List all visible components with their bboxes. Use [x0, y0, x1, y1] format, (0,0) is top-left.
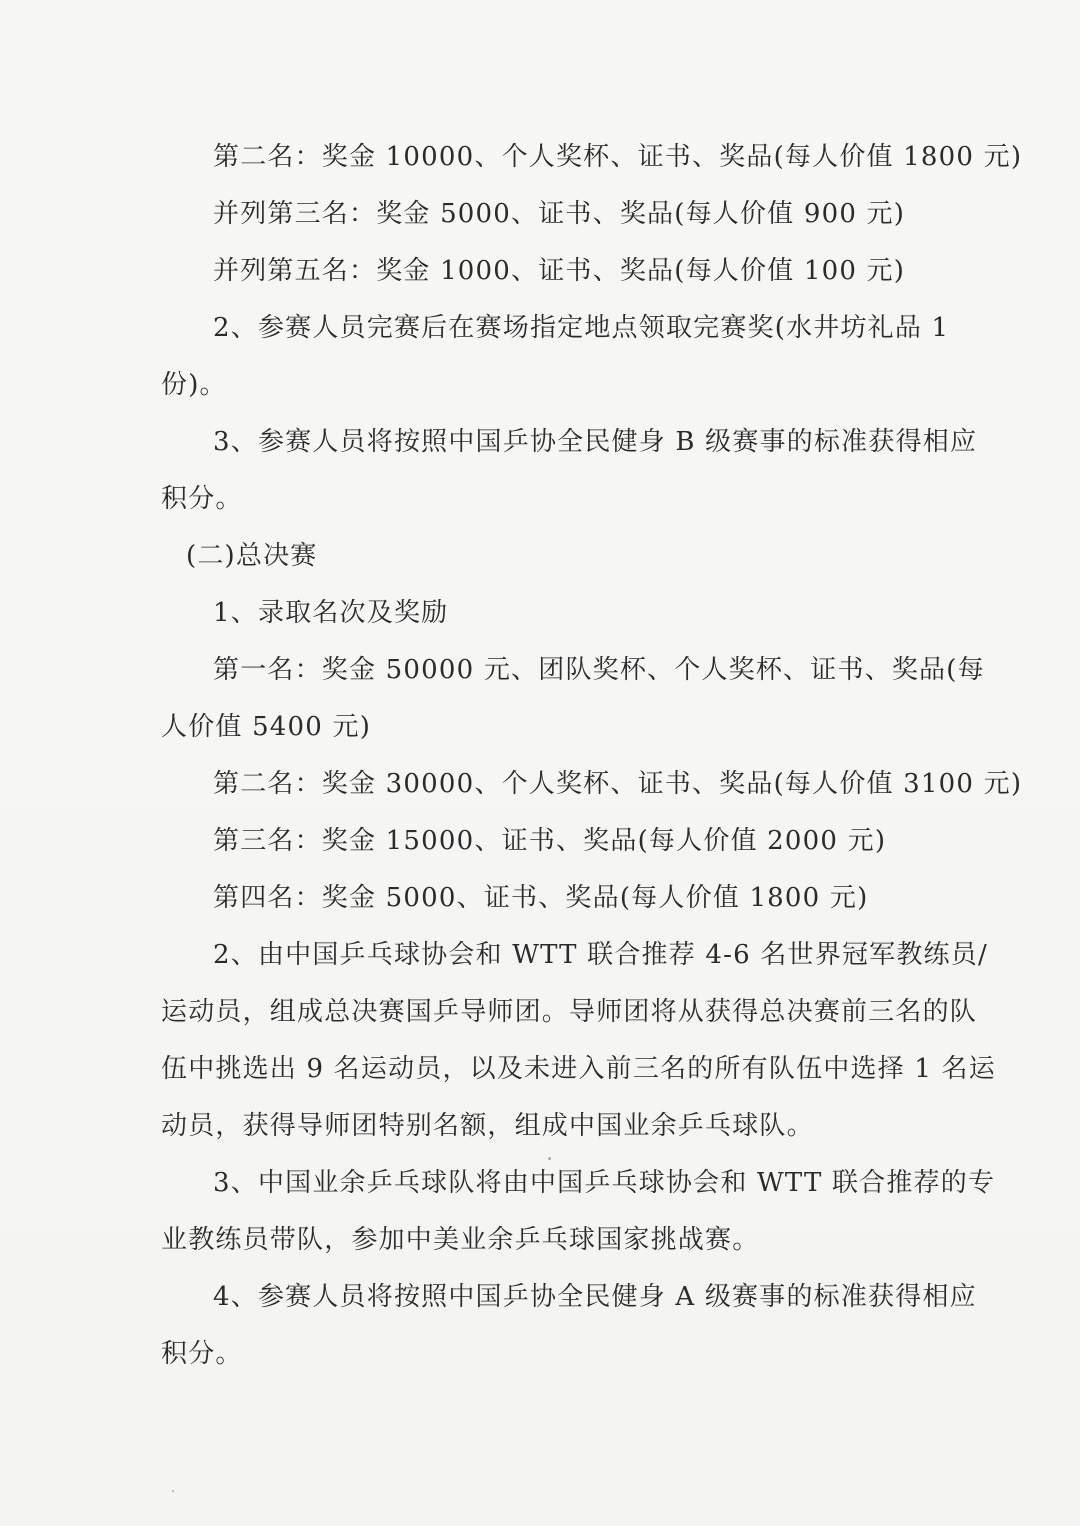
text-line-item-3-points: 3、参赛人员将按照中国乒协全民健身 B 级赛事的标准获得相应 [213, 427, 978, 457]
text-line-finals-item-4: 4、参赛人员将按照中国乒协全民健身 A 级赛事的标准获得相应 [213, 1282, 977, 1312]
text-line-finals-item-3-continuation: 业教练员带队，参加中美业余乒乓球国家挑战赛。 [161, 1225, 760, 1255]
section-heading-finals: (二)总决赛 [186, 541, 318, 571]
text-line-item-2-completion-award: 2、参赛人员完赛后在赛场指定地点领取完赛奖(水井坊礼品 1 [213, 313, 950, 343]
text-line-finals-second-place: 第二名：奖金 30000、个人奖杯、证书、奖品(每人价值 3100 元) [213, 769, 1023, 799]
text-line-finals-item-2: 2、由中国乒乓球协会和 WTT 联合推荐 4-6 名世界冠军教练员/ [213, 940, 988, 970]
text-line-finals-fourth-place: 第四名：奖金 5000、证书、奖品(每人价值 1800 元) [213, 883, 869, 913]
text-line-tied-third-place: 并列第三名：奖金 5000、证书、奖品(每人价值 900 元) [213, 199, 906, 229]
text-line-finals-first-place-continuation: 人价值 5400 元) [161, 712, 372, 742]
scan-speck [548, 1157, 551, 1160]
text-line-finals-item-4-continuation: 积分。 [161, 1339, 243, 1369]
text-line-second-place: 第二名：奖金 10000、个人奖杯、证书、奖品(每人价值 1800 元) [213, 142, 1023, 172]
text-line-item-3-continuation: 积分。 [161, 484, 243, 514]
text-line-finals-third-place: 第三名：奖金 15000、证书、奖品(每人价值 2000 元) [213, 826, 887, 856]
text-line-finals-item-2-cont-2: 伍中挑选出 9 名运动员，以及未进入前三名的所有队伍中选择 1 名运 [161, 1054, 996, 1084]
text-line-finals-first-place: 第一名：奖金 50000 元、团队奖杯、个人奖杯、证书、奖品(每 [213, 655, 985, 685]
text-line-tied-fifth-place: 并列第五名：奖金 1000、证书、奖品(每人价值 100 元) [213, 256, 906, 286]
text-line-finals-item-2-cont-3: 动员，获得导师团特别名额，组成中国业余乒乓球队。 [161, 1111, 814, 1141]
scan-speck [172, 1490, 174, 1492]
text-line-finals-item-1: 1、录取名次及奖励 [213, 598, 449, 628]
text-line-finals-item-2-cont-1: 运动员，组成总决赛国乒导师团。导师团将从获得总决赛前三名的队 [161, 997, 978, 1027]
text-line-item-2-continuation: 份)。 [161, 370, 227, 400]
text-line-finals-item-3: 3、中国业余乒乓球队将由中国乒乓球协会和 WTT 联合推荐的专 [213, 1168, 996, 1198]
